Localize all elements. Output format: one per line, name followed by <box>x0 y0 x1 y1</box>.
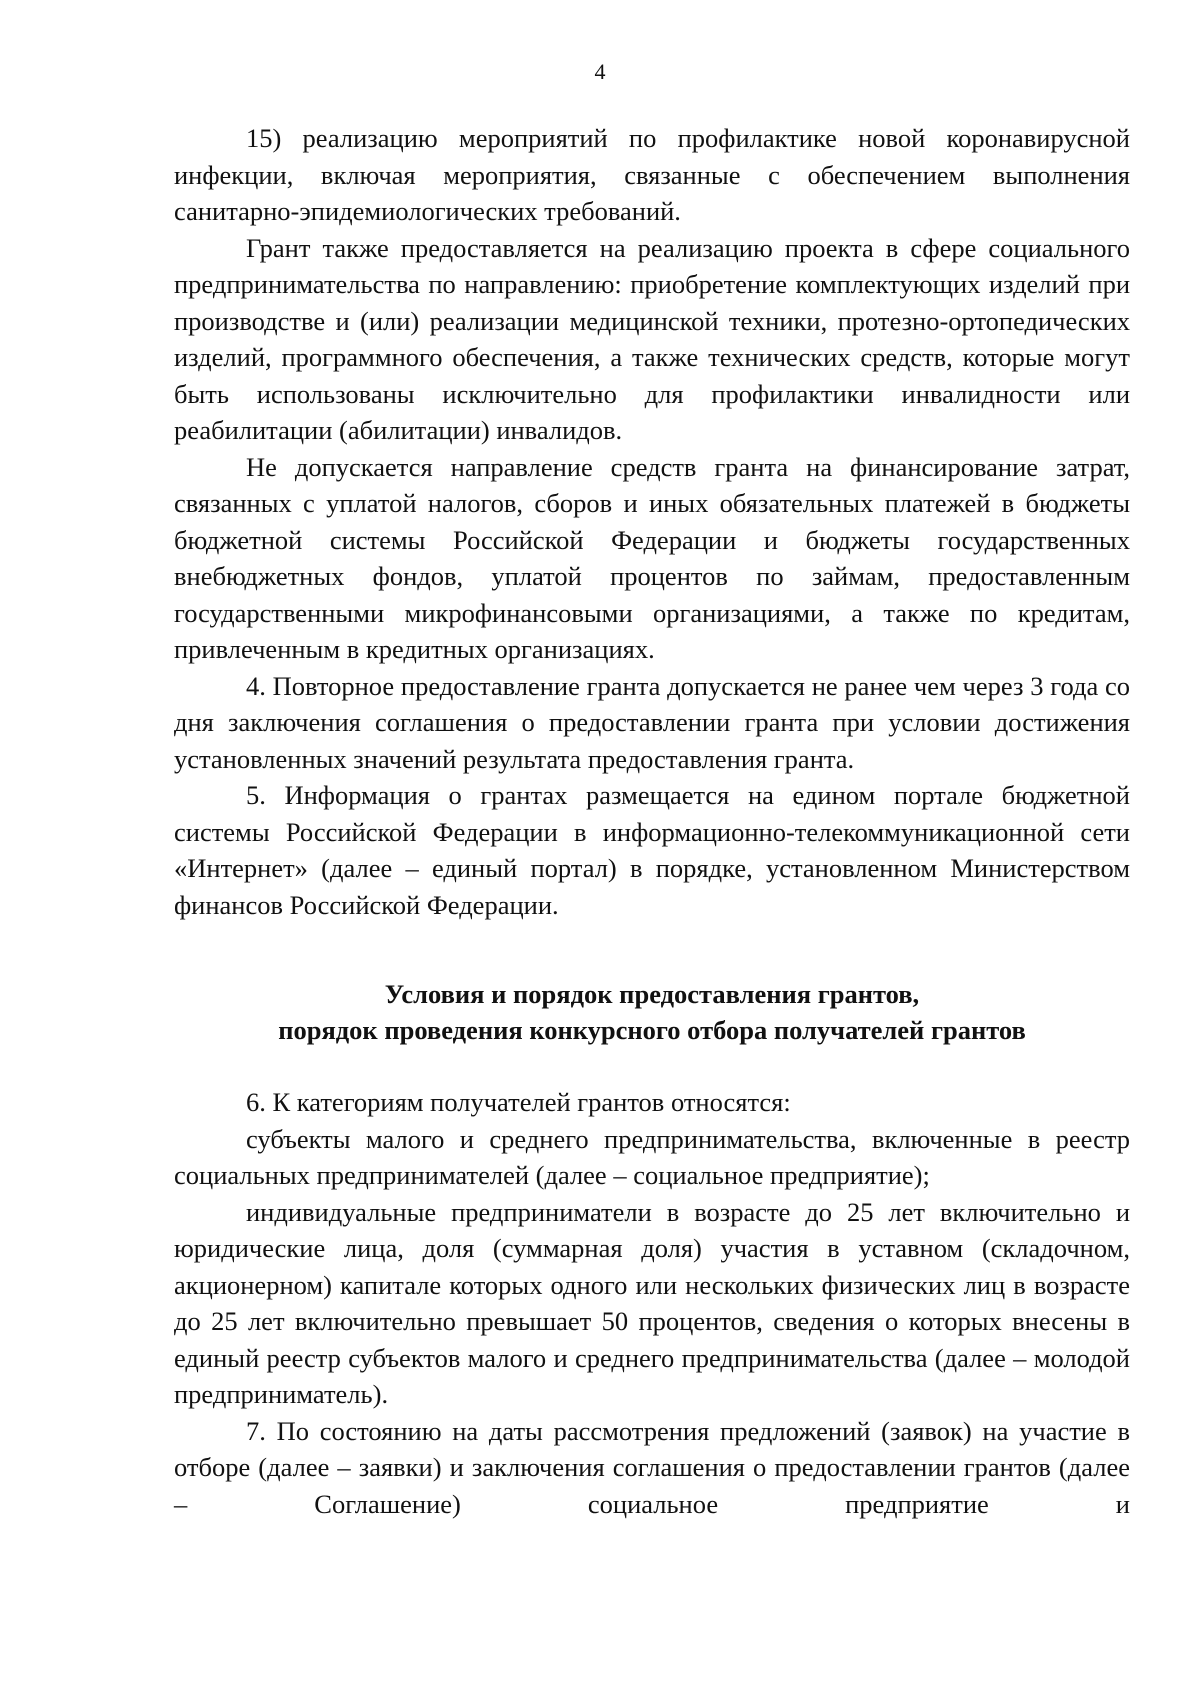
body-text-bottom <box>174 1084 1130 1522</box>
paragraph-social-enterprise: субъекты малого и среднего предпринимательства, включенные в реестр социальных предпринимателей (далее – социальное предприятие); <box>174 1123 1130 1190</box>
page-number: 4 <box>594 59 606 84</box>
paragraph-young-entrepreneur: индивидуальные предприниматели в возрасте до 25 лет включительно и юридические лица, доля (суммарная доля) участия в уставном (складочном, акционерном) капитале которых одного или нескольких физических лиц в возрасте до 25 лет включительно превышает 50 процентов, сведения о которых внесены в единый реестр субъектов малого и среднего предпринимательства (далее – молодой предприниматель). <box>174 1196 1130 1409</box>
paragraph-grant-social-entrepreneurship: Грант также предоставляется на реализацию проекта в сфере социального предпринимательства по направлению: приобретение комплектующих изделий при производстве и (или) реализации медицинской техники, протезно-ортопедических изделий, программного обеспечения, а также технических средств, которые могут быть использованы исключительно для профилактики инвалидности или реабилитации (абилитации) инвалидов. <box>174 232 1130 445</box>
paragraph-grant-restrictions: Не допускается направление средств гранта на финансирование затрат, связанных с уплатой налогов, сборов и иных обязательных платежей в бюджеты бюджетной системы Российской Федерации и бюджеты государственных внебюджетных фондов, уплатой процентов по займам, предоставленным государственными микрофинансовыми организациями, а также по кредитам, привлеченным в кредитных организациях. <box>174 451 1130 664</box>
paragraph-item-15: 15) реализацию мероприятий по профилактике новой коронавирусной инфекции, включая мероприятия, связанные с обеспечением выполнения санитарно-эпидемиологических требований. <box>174 123 1130 226</box>
paragraph-item-4: 4. Повторное предоставление гранта допускается не ранее чем через 3 года со дня заключения соглашения о предоставлении гранта при условии достижения установленных значений результата предоставления гранта. <box>174 670 1130 774</box>
section-heading-line-1: Условия и порядок предоставления грантов, <box>384 979 920 1009</box>
paragraph-item-6: 6. К категориям получателей грантов относятся: <box>246 1087 791 1117</box>
section-heading <box>174 976 1130 1048</box>
paragraph-item-7: 7. По состоянию на даты рассмотрения предложений (заявок) на участие в отборе (далее – заявки) и заключения соглашения о предоставлении грантов (далее – Соглашение) социальное предприятие и <box>174 1415 1130 1519</box>
body-text-top <box>174 120 1130 923</box>
paragraph-item-5: 5. Информация о грантах размещается на едином портале бюджетной системы Российской Федерации в информационно-телекоммуникационной сети «Интернет» (далее – единый портал) в порядке, установленном Министерством финансов Российской Федерации. <box>174 780 1130 920</box>
section-heading-line-2: порядок проведения конкурсного отбора получателей грантов <box>278 1015 1026 1045</box>
